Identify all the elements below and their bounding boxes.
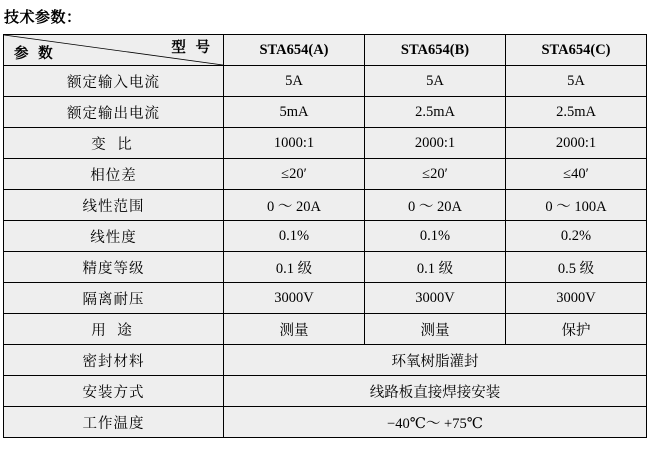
row-value: 5mA	[224, 97, 365, 128]
table-row	[4, 221, 647, 252]
row-value: 2.5mA	[365, 97, 506, 128]
row-label: 工作温度	[4, 407, 224, 438]
row-value: 0.1%	[365, 221, 506, 252]
row-label: 变 比	[4, 128, 224, 159]
row-value: 1000:1	[224, 128, 365, 159]
row-value: 0.1%	[224, 221, 365, 252]
row-value: 0.1 级	[365, 252, 506, 283]
row-label: 安装方式	[4, 376, 224, 407]
row-value: 0.1 级	[224, 252, 365, 283]
table-row	[4, 128, 647, 159]
row-label: 密封材料	[4, 345, 224, 376]
technical-parameters-table	[3, 34, 647, 438]
column-header-b: STA654(B)	[365, 35, 506, 66]
header-corner-cell	[4, 35, 224, 66]
table-header-row	[4, 35, 647, 66]
row-value: 0 ～ 100A	[506, 190, 647, 221]
parameter-header-label: 参 数	[14, 46, 56, 62]
row-label: 额定输入电流	[4, 66, 224, 97]
table-row	[4, 345, 647, 376]
table-row	[4, 66, 647, 97]
row-value: 3000V	[365, 283, 506, 314]
page-title: 技术参数：	[4, 9, 82, 26]
table-row	[4, 283, 647, 314]
model-header-label: 型 号	[171, 40, 213, 56]
column-header-a: STA654(A)	[224, 35, 365, 66]
row-label: 线性范围	[4, 190, 224, 221]
table-row	[4, 252, 647, 283]
table-row	[4, 97, 647, 128]
row-value: 保护	[506, 314, 647, 345]
row-value: 0 ～ 20A	[365, 190, 506, 221]
row-value-merged: −40℃～ +75℃	[224, 407, 647, 438]
table-row	[4, 190, 647, 221]
table-row	[4, 376, 647, 407]
table-row	[4, 159, 647, 190]
row-value-merged: 环氧树脂灌封	[224, 345, 647, 376]
row-label: 精度等级	[4, 252, 224, 283]
row-value: 0.2%	[506, 221, 647, 252]
column-header-c: STA654(C)	[506, 35, 647, 66]
row-value: 3000V	[224, 283, 365, 314]
row-value: ≤40′	[506, 159, 647, 190]
table-row	[4, 314, 647, 345]
table-body	[4, 35, 647, 438]
row-value: 5A	[224, 66, 365, 97]
row-label: 用 途	[4, 314, 224, 345]
row-value: 5A	[365, 66, 506, 97]
row-value: 测量	[224, 314, 365, 345]
row-value-merged: 线路板直接焊接安装	[224, 376, 647, 407]
row-value: 5A	[506, 66, 647, 97]
row-value: ≤20′	[224, 159, 365, 190]
row-label: 隔离耐压	[4, 283, 224, 314]
row-label: 线性度	[4, 221, 224, 252]
row-value: ≤20′	[365, 159, 506, 190]
row-value: 3000V	[506, 283, 647, 314]
row-value: 2.5mA	[506, 97, 647, 128]
table-row	[4, 407, 647, 438]
row-value: 0.5 级	[506, 252, 647, 283]
row-value: 测量	[365, 314, 506, 345]
row-value: 0 ～ 20A	[224, 190, 365, 221]
row-value: 2000:1	[506, 128, 647, 159]
row-label: 相位差	[4, 159, 224, 190]
row-label: 额定输出电流	[4, 97, 224, 128]
row-value: 2000:1	[365, 128, 506, 159]
